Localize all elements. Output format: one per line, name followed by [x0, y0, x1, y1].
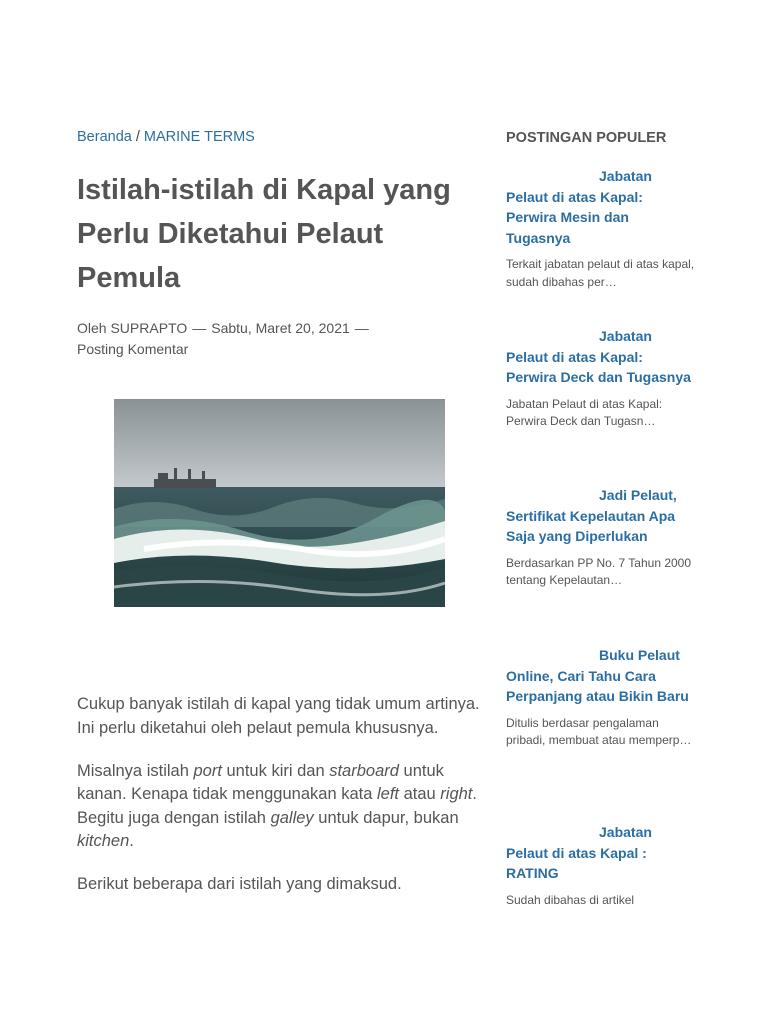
- popular-post-item[interactable]: [506, 645, 696, 750]
- popular-post-snippet: Ditulis berdasar pengalaman pribadi, membuat atau memperp…: [506, 715, 692, 747]
- popular-post-title[interactable]: Jabatan Pelaut di atas Kapal: Perwira Deck dan Tugasnya: [506, 328, 691, 385]
- popular-post-title[interactable]: Jabatan Pelaut di atas Kapal: Perwira Mesin dan Tugasnya: [506, 168, 652, 246]
- text-segment: . Begitu juga dengan istilah: [77, 785, 477, 827]
- text-segment: atau: [399, 785, 441, 803]
- popular-post-item[interactable]: [506, 166, 696, 291]
- post-hero-image[interactable]: [114, 399, 445, 607]
- italic-term: right: [440, 785, 473, 803]
- meta-separator: —: [192, 320, 207, 336]
- post-comment-link[interactable]: Posting Komentar: [77, 341, 189, 357]
- text-segment: untuk dapur, bukan: [313, 808, 459, 827]
- ship-on-stormy-sea-image: [114, 399, 445, 607]
- post-title: Istilah-istilah di Kapal yang Perlu Diketahui Pelaut Pemula: [77, 174, 451, 294]
- popular-post-title[interactable]: Jabatan Pelaut di atas Kapal : RATING: [506, 824, 652, 881]
- meta-separator: —: [354, 320, 369, 336]
- text-segment: .: [129, 832, 134, 850]
- italic-term: galley: [270, 808, 314, 827]
- post-date[interactable]: Sabtu, Maret 20, 2021: [211, 320, 350, 336]
- italic-term: starboard: [329, 761, 399, 780]
- post-body: [77, 693, 487, 916]
- popular-post-snippet: Sudah dibahas di artikel: [506, 892, 635, 907]
- popular-post-item[interactable]: [506, 326, 696, 431]
- italic-term: left: [376, 785, 399, 803]
- italic-term: kitchen: [77, 832, 130, 850]
- post-meta: [77, 318, 397, 360]
- italic-term: port: [193, 761, 222, 780]
- popular-post-item[interactable]: [506, 485, 696, 590]
- popular-posts-heading: POSTINGAN POPULER: [506, 130, 667, 146]
- paragraph: Cukup banyak istilah di kapal yang tidak umum artinya. Ini perlu diketahui oleh pelaut pemula khususnya.: [77, 695, 480, 737]
- breadcrumb: [77, 129, 255, 145]
- text-segment: Misalnya istilah: [77, 761, 194, 780]
- text-segment: untuk kiri dan: [221, 761, 330, 780]
- popular-post-item[interactable]: [506, 822, 696, 909]
- popular-post-title[interactable]: Buku Pelaut Online, Cari Tahu Cara Perpanjang atau Bikin Baru: [506, 647, 689, 704]
- paragraph: Berikut beberapa dari istilah yang dimaksud.: [77, 875, 402, 893]
- popular-post-snippet: Jabatan Pelaut di atas Kapal: Perwira Deck dan Tugasn…: [506, 396, 663, 428]
- text-segment: untuk kanan. Kenapa tidak menggunakan kata: [77, 761, 444, 803]
- post-author[interactable]: Oleh SUPRAPTO: [77, 320, 188, 336]
- breadcrumb-home-link[interactable]: Beranda: [77, 129, 132, 145]
- breadcrumb-separator: /: [135, 129, 140, 145]
- paragraph: [77, 760, 487, 854]
- popular-post-snippet: Terkait jabatan pelaut di atas kapal, sudah dibahas per…: [506, 257, 695, 289]
- popular-post-title[interactable]: Jadi Pelaut, Sertifikat Kepelautan Apa Saja yang Diperlukan: [506, 487, 677, 544]
- popular-post-snippet: Berdasarkan PP No. 7 Tahun 2000 tentang Kepelautan…: [506, 555, 692, 587]
- breadcrumb-category-link[interactable]: MARINE TERMS: [143, 129, 255, 145]
